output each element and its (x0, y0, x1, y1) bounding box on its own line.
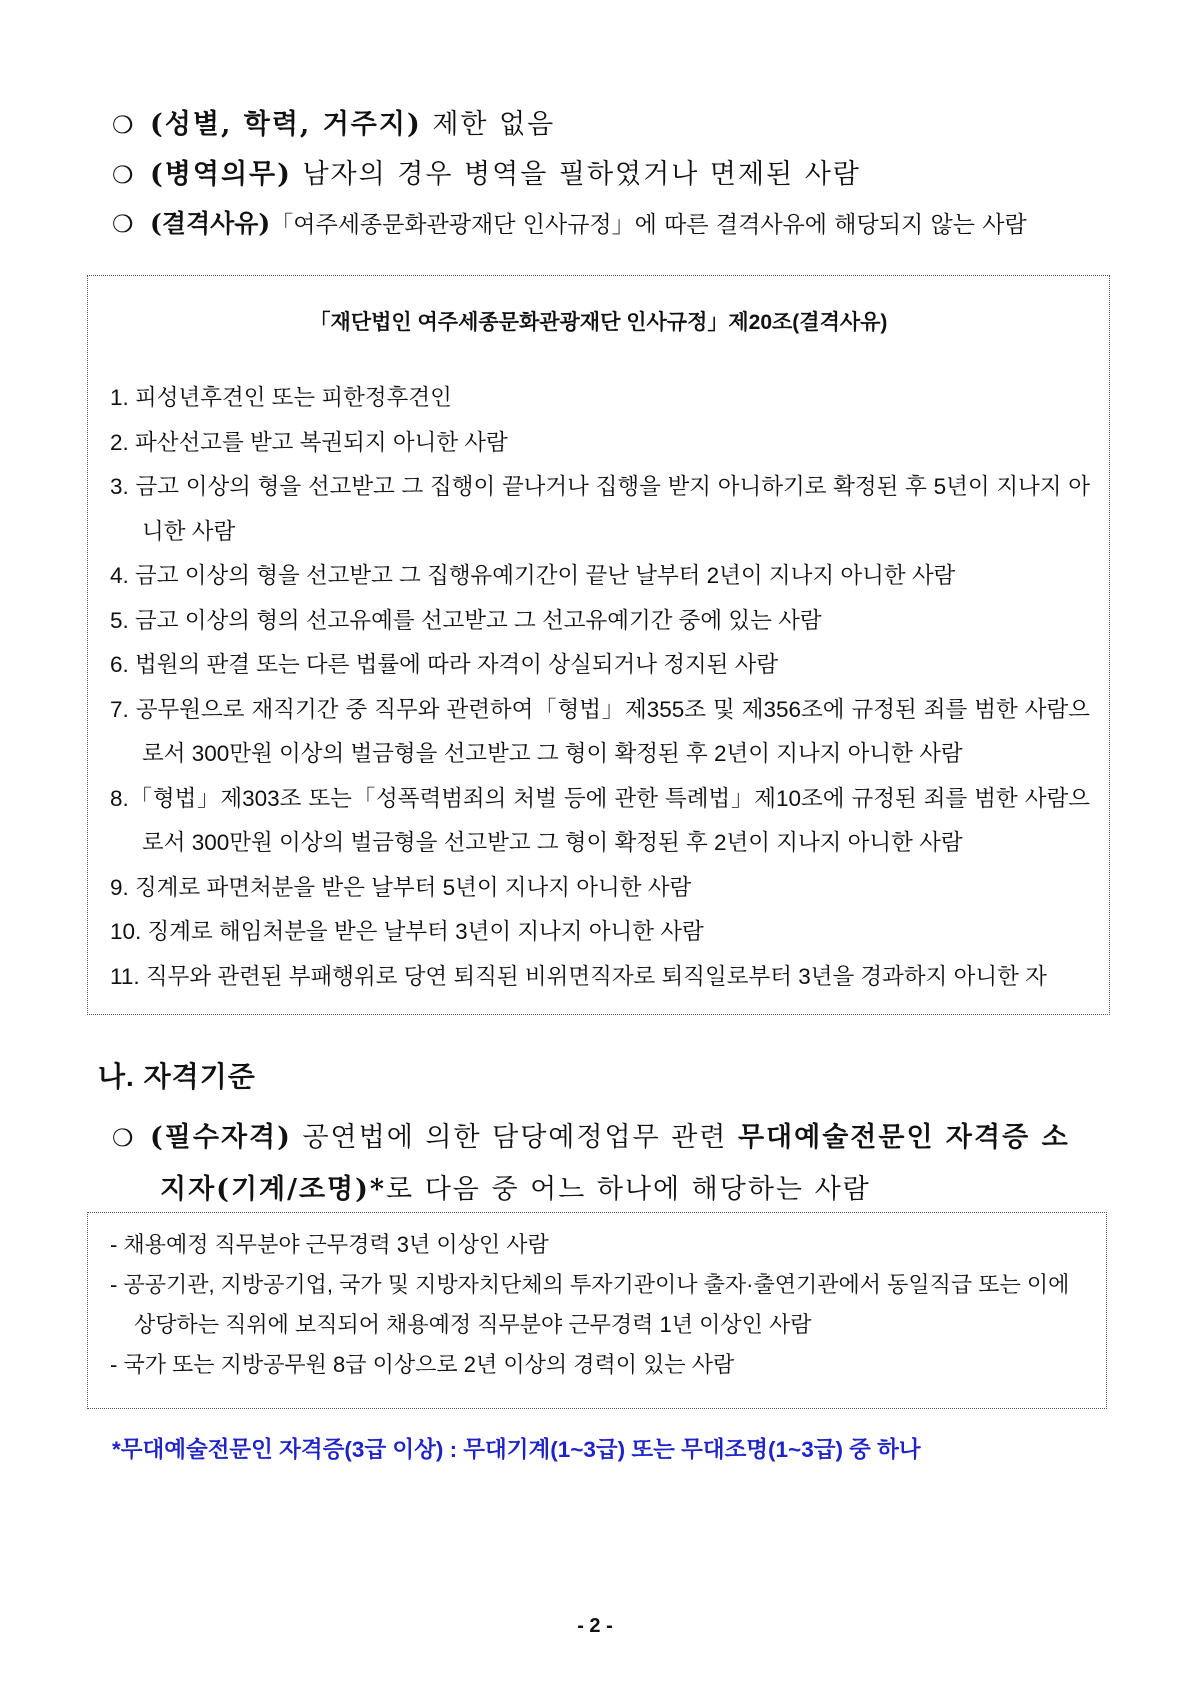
list-item: 10. 징계로 해임처분을 받은 날부터 3년이 지나지 아니한 사람 (110, 919, 704, 944)
certificate-note: *무대예술전문인 자격증(3급 이상) : 무대기계(1~3급) 또는 무대조명(1~3급) 중 하나 (112, 1437, 921, 1462)
list-item: 4. 금고 이상의 형을 선고받고 그 집행유예기간이 끝난 날부터 2년이 지나지 아니한 사람 (110, 563, 956, 588)
requirement-box (87, 1212, 1107, 1409)
disqualification-box (87, 275, 1110, 1015)
requirement-text: 공연법에 의한 담당예정업무 관련 (291, 1122, 738, 1153)
requirement-line-2 (112, 1164, 1112, 1216)
list-item: 1. 피성년후견인 또는 피한정후견인 (110, 385, 452, 410)
section-heading: 나. 자격기준 (98, 1061, 256, 1092)
requirement-tag: (필수자격) (150, 1122, 292, 1153)
condition-text: 남자의 경우 병역을 필하였거나 면제된 사람 (291, 159, 861, 190)
condition-tag: (결격사유) (150, 209, 271, 238)
list-item: 5. 금고 이상의 형의 선고유예를 선고받고 그 선고유예기간 중에 있는 사람 (110, 607, 822, 633)
list-item: 8.「형법」제303조 또는「성폭력범죄의 처벌 등에 관한 특례법」제10조에 규정된 죄를 범한 사람으로서 300만원 이상의 벌금형을 선고받고 그 형이 확정된 후 2년이 지나지 아니한 사람 (110, 785, 1090, 855)
condition-disqualification (112, 204, 1027, 240)
page-number: - 2 - (577, 1615, 613, 1637)
requirement-line-1 (112, 1112, 1112, 1164)
condition-tag: (성별, 학력, 거주지) (150, 109, 422, 140)
requirement-list (110, 1225, 1090, 1385)
list-item: - 공공기관, 지방공기업, 국가 및 지방자치단체의 투자기관이나 출자·출연기관에서 동일직급 또는 이에 상당하는 직위에 보직되어 채용예정 직무분야 근무경력 1년 이상인 사람 (110, 1272, 1070, 1337)
list-item: 9. 징계로 파면처분을 받은 날부터 5년이 지나지 아니한 사람 (110, 874, 692, 900)
list-item: - 채용예정 직무분야 근무경력 3년 이상인 사람 (110, 1232, 549, 1257)
list-item: 6. 법원의 판결 또는 다른 법률에 따라 자격이 상실되거나 정지된 사람 (110, 652, 779, 677)
list-item: 2. 파산선고를 받고 복권되지 아니한 사람 (110, 429, 508, 455)
disqualification-list (110, 376, 1090, 999)
list-item: 3. 금고 이상의 형을 선고받고 그 집행이 끝나거나 집행을 받지 아니하기로 확정된 후 5년이 지나지 아니한 사람 (110, 474, 1090, 544)
list-item: 7. 공무원으로 재직기간 중 직무와 관련하여「형법」제355조 및 제356조에 규정된 죄를 범한 사람으로서 300만원 이상의 벌금형을 선고받고 그 형이 확정된 후 2년이 지나지 아니한 사람 (110, 696, 1090, 766)
condition-tag: (병역의무) (150, 159, 292, 190)
circle-bullet-icon: ❍ (112, 1124, 136, 1152)
circle-bullet-icon: ❍ (112, 210, 134, 238)
disqualification-title: 「재단법인 여주세종문화관광재단 인사규정」제20조(결격사유) (309, 311, 888, 334)
requirement-emphasis: 지자(기계/조명)* (160, 1174, 387, 1205)
requirement-paragraph (112, 1112, 1112, 1216)
circle-bullet-icon: ❍ (112, 161, 136, 189)
requirement-text: 로 다음 중 어느 하나에 해당하는 사람 (386, 1174, 871, 1205)
condition-text: 「여주세종문화관광재단 인사규정」에 따른 결격사유에 해당되지 않는 사람 (270, 212, 1027, 238)
condition-military-service (112, 152, 861, 191)
condition-text: 제한 없음 (421, 109, 556, 140)
circle-bullet-icon: ❍ (112, 111, 136, 139)
requirement-emphasis: 무대예술전문인 자격증 소 (737, 1122, 1070, 1153)
condition-gender-education-residence (112, 102, 555, 141)
list-item: - 국가 또는 지방공무원 8급 이상으로 2년 이상의 경력이 있는 사람 (110, 1352, 735, 1377)
list-item: 11. 직무와 관련된 부패행위로 당연 퇴직된 비위면직자로 퇴직일로부터 3년을 경과하지 아니한 자 (110, 963, 1047, 989)
